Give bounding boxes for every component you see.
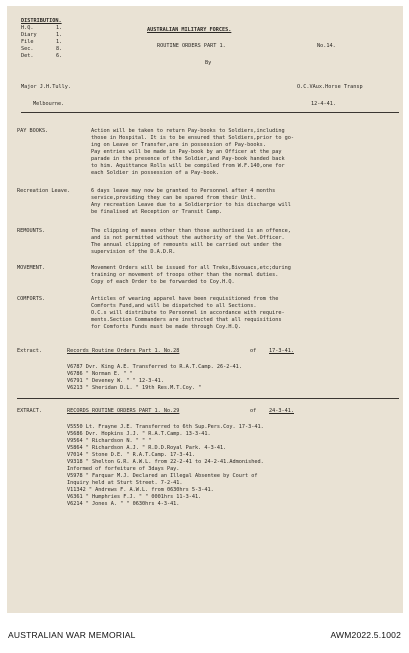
section-heading: REMOUNTS. xyxy=(17,228,46,234)
distribution-count: 1. xyxy=(56,25,63,31)
section-line: Pay entries will be made in Pay-book by an Officer at the pay xyxy=(91,149,282,155)
distribution-count: 8. xyxy=(56,46,63,52)
archive-footer xyxy=(0,613,409,653)
section-line: for Comforts Funds must be made through Coy.H.Q. xyxy=(91,324,241,330)
section-line: Comforts Fund,and will be dispatched to all Sections. xyxy=(91,303,257,309)
table-row: V5978 " Farquar M.J. Declared an Illegal Absentee by Court of xyxy=(67,473,258,479)
table-row: V6214 " Jones A. " " 0630hrs 4-3-41. xyxy=(67,501,180,507)
section-line: parade in the presence of the Soldier,and Pay-book handed back xyxy=(91,156,285,162)
order-date: 12-4-41. xyxy=(311,101,336,107)
table-row: V7014 " Stone D.E. " R.A.T.Camp. 17-3-41. xyxy=(67,452,196,458)
orders-number: No.14. xyxy=(317,43,336,49)
table-row: V9564 " Richardson N. " " " xyxy=(67,438,152,444)
distribution-count: 1. xyxy=(56,32,63,38)
extract-of: of xyxy=(250,348,257,354)
footer-institution: AUSTRALIAN WAR MEMORIAL xyxy=(8,630,136,640)
extract-title: Records Routine Orders Part 1. No.28 xyxy=(67,348,180,354)
table-row: V11342 " Andrews F. A.W.L. from 0630hrs 5-3-41. xyxy=(67,487,214,493)
table-row: V5686 Dvr. Hopkins J.J. " R.A.T.Camp. 13-3-41. xyxy=(67,431,211,437)
distribution-name: File xyxy=(21,39,34,45)
location: Melbourne. xyxy=(33,101,65,107)
section-line: Action will be taken to return Pay-books to Soldiers,including xyxy=(91,128,285,134)
table-row: Inquiry held at Sturt Street. 7-2-41. xyxy=(67,480,183,486)
section-line: Any recreation Leave due to a Soldierprior to his discharge will xyxy=(91,202,291,208)
unit-name: O.C.VAux.Horse Transp xyxy=(297,84,363,90)
table-row: V6213 " Sheridan D.L. " 19th Res.M.T.Coy. " xyxy=(67,385,202,391)
table-row: V9318 " Shelton G.R. A.W.L. from 22-2-41 to 24-2-41.Admonished. xyxy=(67,459,264,465)
section-line: The annual clipping of remounts will be carried out under the xyxy=(91,242,282,248)
distribution-name: Sec. xyxy=(21,46,34,52)
section-line: ing on Leave or Transfer,are in possession of Pay-books. xyxy=(91,142,266,148)
section-heading: COMFORTS. xyxy=(17,296,46,302)
force-heading: AUSTRALIAN MILITARY FORCES. xyxy=(147,27,232,33)
extract-title: RECORDS ROUTINE ORDERS PART 1. No.29 xyxy=(67,408,180,414)
section-line: training or movement of troops other than the normal duties. xyxy=(91,272,279,278)
distribution-count: 1. xyxy=(56,39,63,45)
table-row: V6791 " Deveney W. " " 12-3-41. xyxy=(67,378,164,384)
orders-title: ROUTINE ORDERS PART 1. xyxy=(157,43,226,49)
section-line: 6 days leave may now be granted to Personnel after 4 months xyxy=(91,188,276,194)
section-line: to him. Aquittance Rolls will be compiled from W.F.140,one for xyxy=(91,163,285,169)
distribution-name: Det. xyxy=(21,53,34,59)
distribution-name: Diary xyxy=(21,32,37,38)
table-row: Informed of forfeiture of 3days Pay. xyxy=(67,466,180,472)
section-heading: Recreation Leave. xyxy=(17,188,71,194)
by-label: By xyxy=(205,60,212,66)
section-line: each Soldier in possession of a Pay-book. xyxy=(91,170,220,176)
table-row: V6787 Dvr. King A.E. Transferred to R.A.T.Camp. 26-2-41. xyxy=(67,364,242,370)
document-page xyxy=(7,6,403,613)
table-row: V5550 Lt. Frayne J.E. Transferred to 6th Sup.Pers.Coy. 17-3-41. xyxy=(67,424,264,430)
section-line: Copy of each Order to be forwarded to Coy.H.Q. xyxy=(91,279,235,285)
section-line: ments.Section Commanders are instructed that all requisitions xyxy=(91,317,282,323)
distribution-title: DISTRIBUTION. xyxy=(21,18,62,24)
extract-label: Extract. xyxy=(17,348,42,354)
section-line: be finalised at Reception or Transit Camp. xyxy=(91,209,223,215)
table-row: V6361 " Humphries F.J. " " 0001hrs 11-3-41. xyxy=(67,494,202,500)
section-line: supervision of the D.A.D.R. xyxy=(91,249,176,255)
extract-date: 24-3-41. xyxy=(269,408,294,414)
section-line: Articles of wearing apparel have been requisitioned from the xyxy=(91,296,279,302)
distribution-count: 6. xyxy=(56,53,63,59)
table-row: V6786 " Norman E. " " xyxy=(67,371,133,377)
header-divider xyxy=(21,112,399,113)
section-line: O.C.s will distribute to Personnel in accordance with require- xyxy=(91,310,285,316)
distribution-name: H.Q. xyxy=(21,25,34,31)
section-line: Movement Orders will be issued for all Treks,Bivouacs,etc;during xyxy=(91,265,291,271)
extract-date: 17-3-41. xyxy=(269,348,294,354)
footer-reference: AWM2022.5.1002 xyxy=(330,630,401,640)
officer-name: Major J.H.Tully. xyxy=(21,84,71,90)
section-line: and is not permitted without the authority of the Vet.Officer. xyxy=(91,235,285,241)
section-line: service,providing they can be spared from their Unit. xyxy=(91,195,257,201)
extract-divider xyxy=(17,398,399,399)
section-heading: MOVEMENT. xyxy=(17,265,46,271)
table-row: V5864 " Richardson A.J. " R.D.D.Royal Park. 4-3-41. xyxy=(67,445,227,451)
section-line: The clipping of manes other than those authorised is an offence, xyxy=(91,228,291,234)
section-heading: PAY BOOKS. xyxy=(17,128,49,134)
extract-of: of xyxy=(250,408,257,414)
extract-label: EXTRACT. xyxy=(17,408,42,414)
section-line: those in Hospital. It is to be ensured that Soldiers,prior to go- xyxy=(91,135,295,141)
